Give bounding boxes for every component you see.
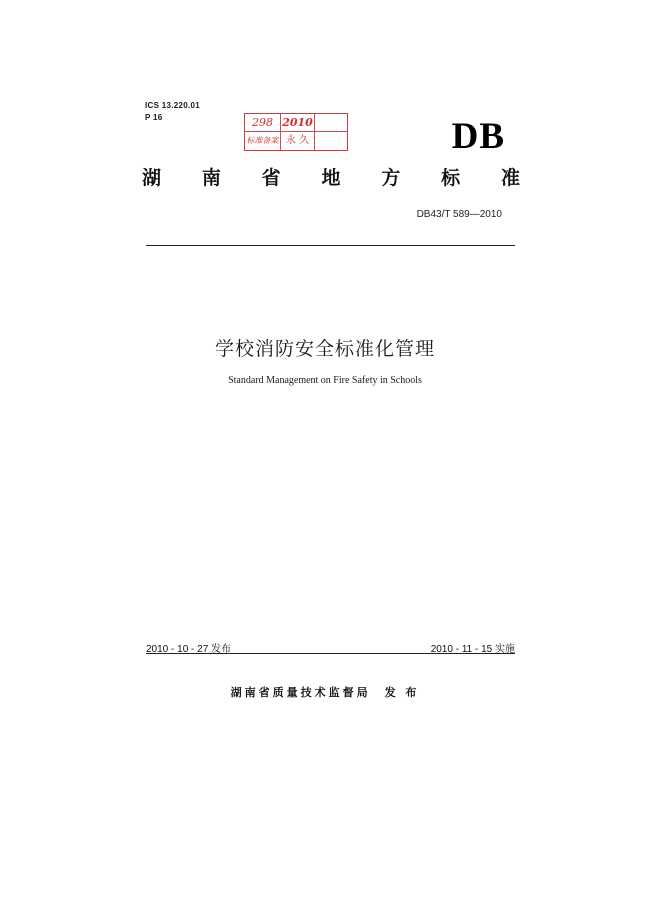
stamp-empty-cell <box>315 114 347 132</box>
db-logo: DB <box>451 116 505 157</box>
ics-code: ICS 13.220.01 <box>145 101 201 110</box>
publisher: 湖南省质量技术监督局 发 布 <box>230 686 420 699</box>
implementation-date: 2010 - 11 - 15 实施 <box>430 644 515 655</box>
stamp-record-number: 298 <box>245 114 281 132</box>
stamp-year: 2010 <box>281 114 315 132</box>
header-divider <box>146 245 515 246</box>
standard-type-char: 方 <box>381 167 401 189</box>
document-title-chinese: 学校消防安全标准化管理 <box>214 338 435 360</box>
standard-type-heading <box>142 169 520 188</box>
standard-type-char: 准 <box>500 167 520 189</box>
classification-code: P 16 <box>145 113 163 122</box>
stamp-validity: 永 久 <box>281 132 315 150</box>
issue-date: 2010 - 10 - 27 发布 <box>146 644 232 655</box>
document-title-english: Standard Management on Fire Safety in Schools <box>228 375 422 386</box>
filing-stamp <box>244 113 348 151</box>
stamp-label: 标准备案 <box>245 132 281 150</box>
standard-number: DB43/T 589—2010 <box>416 209 502 220</box>
footer-divider <box>146 653 515 654</box>
stamp-empty-cell <box>315 132 347 150</box>
standard-type-char: 省 <box>261 167 281 189</box>
standard-type-char: 地 <box>321 167 341 189</box>
standard-type-char: 湖 <box>142 167 162 189</box>
standard-type-char: 标 <box>441 167 461 189</box>
standard-type-char: 南 <box>201 167 221 189</box>
